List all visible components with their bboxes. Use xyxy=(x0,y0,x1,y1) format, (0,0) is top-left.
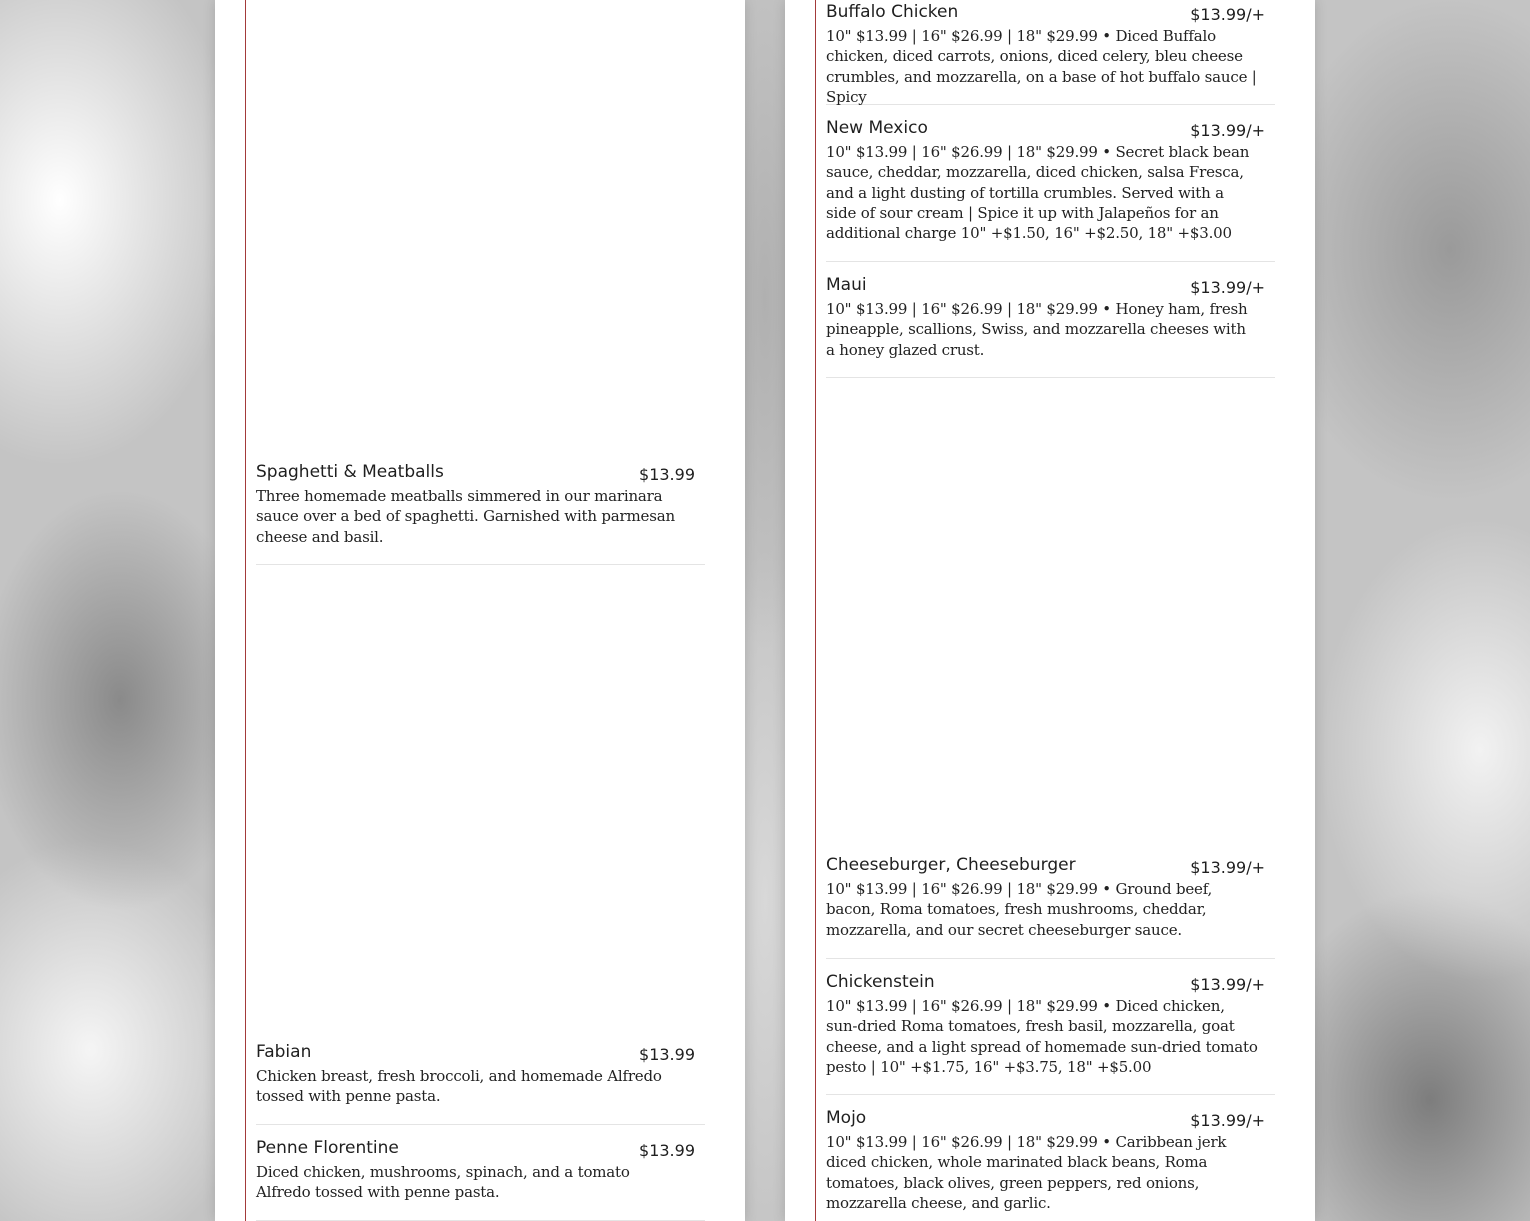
menu-item[interactable] xyxy=(256,1041,705,1125)
image-placeholder xyxy=(826,379,1275,849)
menu-item[interactable] xyxy=(826,274,1275,378)
menu-item-price: $13.99/+ xyxy=(1190,1111,1265,1130)
menu-item-name: Penne Florentine xyxy=(256,1138,399,1158)
menu-item-description: 10" $13.99 | 16" $26.99 | 18" $29.99 • Diced chicken, sun-dried Roma tomatoes, fresh basil, mozzarella, goat cheese, and a light spread of homemade sun-dried tomato pesto | 10" +$1.75, 16" +$3.75, 18" +$5.00 xyxy=(826,997,1258,1076)
menu-item-name: Cheeseburger, Cheeseburger xyxy=(826,855,1076,875)
panel-accent-rule xyxy=(245,0,246,1221)
menu-item-price: $13.99/+ xyxy=(1190,278,1265,297)
menu-item-price: $13.99/+ xyxy=(1190,975,1265,994)
panel-accent-rule xyxy=(815,0,816,1221)
menu-item[interactable] xyxy=(826,854,1275,959)
menu-item[interactable] xyxy=(826,117,1275,262)
menu-item-description: 10" $13.99 | 16" $26.99 | 18" $29.99 • Secret black bean sauce, cheddar, mozzarella, diced chicken, salsa Fresca, and a light dusting of tortilla crumbles. Served with a side of sour cream | Spice it up with Jalapeños for an additional charge 10" +$1.50, 16" +$2.50, 18" +$3.00 xyxy=(826,143,1250,243)
menu-item-price: $13.99 xyxy=(639,1141,695,1160)
menu-item-name: Fabian xyxy=(256,1042,312,1062)
menu-item[interactable] xyxy=(256,461,705,565)
image-placeholder xyxy=(256,0,705,455)
image-placeholder xyxy=(256,566,705,1036)
menu-item[interactable] xyxy=(826,1107,1275,1221)
menu-item-description: Three homemade meatballs simmered in our marinara sauce over a bed of spaghetti. Garnished with parmesan cheese and basil. xyxy=(256,487,675,546)
menu-item-description: Chicken breast, fresh broccoli, and homemade Alfredo tossed with penne pasta. xyxy=(256,1067,662,1106)
menu-item[interactable] xyxy=(826,971,1275,1095)
menu-item-price: $13.99/+ xyxy=(1190,858,1265,877)
menu-item-price: $13.99 xyxy=(639,465,695,484)
menu-item-name: Maui xyxy=(826,275,867,295)
menu-item-description: 10" $13.99 | 16" $26.99 | 18" $29.99 • Diced Buffalo chicken, diced carrots, onions, diced celery, bleu cheese crumbles, and mozzarella, on a base of hot buffalo sauce | Spicy xyxy=(826,27,1257,106)
menu-item-name: New Mexico xyxy=(826,118,928,138)
menu-item-name: Chickenstein xyxy=(826,972,935,992)
menu-item-description: 10" $13.99 | 16" $26.99 | 18" $29.99 • Ground beef, bacon, Roma tomatoes, fresh mushrooms, cheddar, mozzarella, and our secret cheeseburger sauce. xyxy=(826,880,1213,939)
menu-item-price: $13.99 xyxy=(639,1045,695,1064)
menu-panel-left xyxy=(215,0,745,1221)
menu-item-description: 10" $13.99 | 16" $26.99 | 18" $29.99 • Honey ham, fresh pineapple, scallions, Swiss, and mozzarella cheeses with a honey glazed crust. xyxy=(826,300,1248,359)
menu-panel-right xyxy=(785,0,1315,1221)
menu-item-name: Mojo xyxy=(826,1108,867,1128)
menu-item-name: Buffalo Chicken xyxy=(826,2,959,22)
menu-item-name: Spaghetti & Meatballs xyxy=(256,462,444,482)
menu-item-description: Diced chicken, mushrooms, spinach, and a tomato Alfredo tossed with penne pasta. xyxy=(256,1163,630,1202)
menu-item[interactable] xyxy=(256,1137,705,1221)
menu-item-description: 10" $13.99 | 16" $26.99 | 18" $29.99 • Caribbean jerk diced chicken, whole marinated black beans, Roma tomatoes, black olives, green peppers, red onions, mozzarella cheese, and garlic. xyxy=(826,1133,1227,1212)
menu-item[interactable] xyxy=(826,1,1275,105)
menu-item-price: $13.99/+ xyxy=(1190,5,1265,24)
menu-item-price: $13.99/+ xyxy=(1190,121,1265,140)
